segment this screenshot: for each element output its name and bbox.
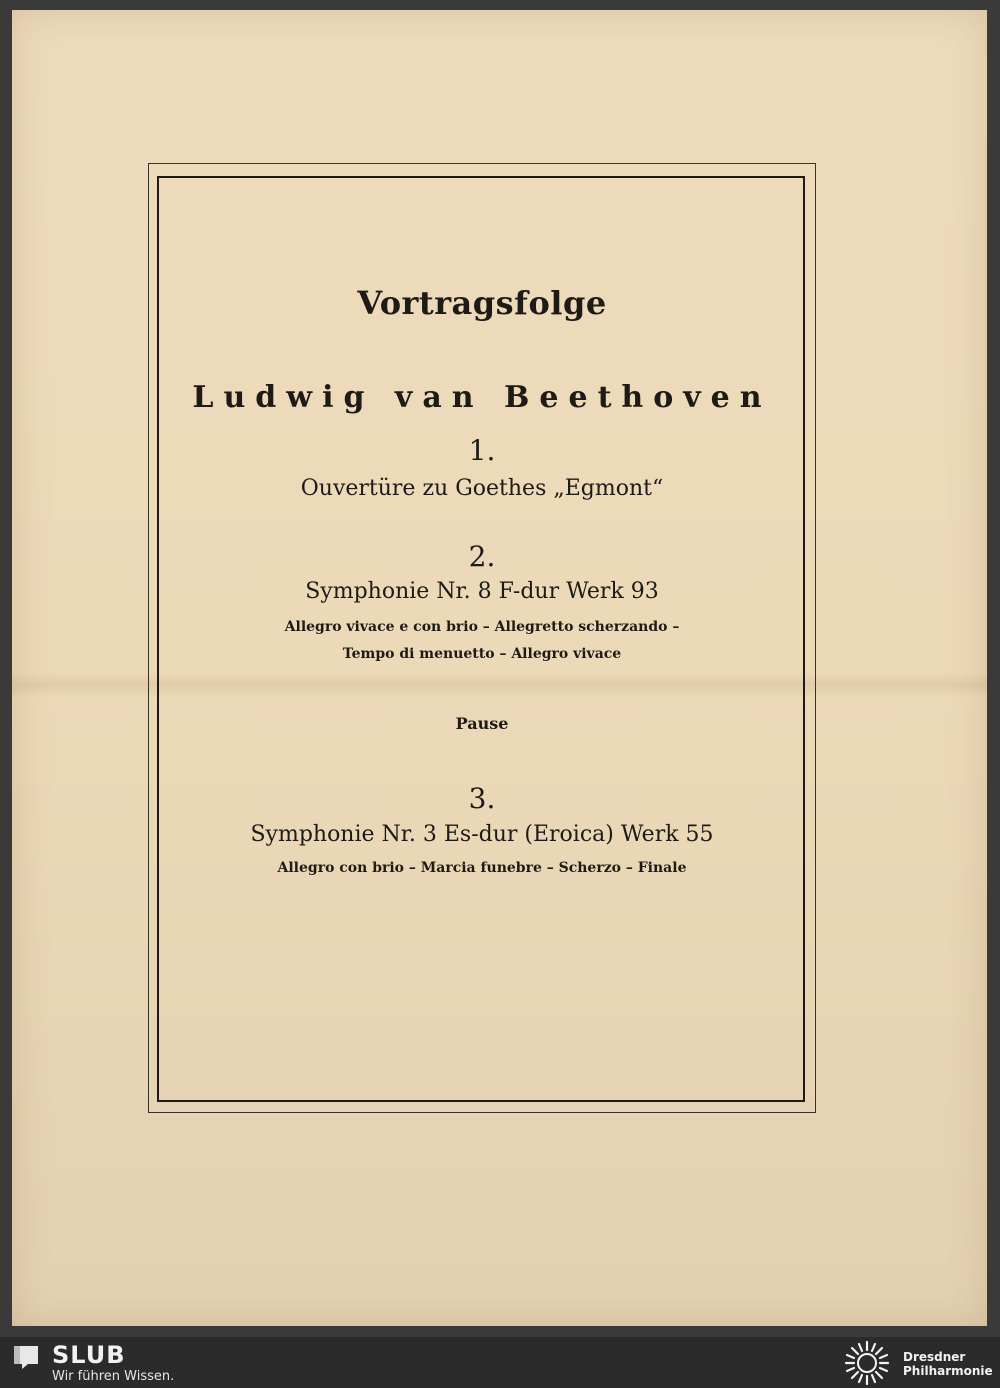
- philharmonie-name-line-1: Dresdner: [903, 1350, 966, 1364]
- item-number-1: 1.: [468, 434, 496, 467]
- slub-tagline: Wir führen Wissen.: [52, 1369, 175, 1384]
- philharmonie-name-line-2: Philharmonie: [903, 1364, 993, 1378]
- program-title: Vortragsfolge: [357, 284, 607, 322]
- work-title-2: Symphonie Nr. 8 F-dur Werk 93: [305, 579, 659, 604]
- slub-logo-icon[interactable]: [12, 1344, 40, 1370]
- work-title-3: Symphonie Nr. 3 Es-dur (Eroica) Werk 55: [250, 822, 714, 847]
- item-number-3: 3.: [468, 782, 496, 815]
- work-title-1: Ouvertüre zu Goethes „Egmont“: [300, 476, 664, 501]
- slub-name: SLUB: [52, 1341, 126, 1369]
- dresdner-philharmonie-logo-icon[interactable]: [842, 1340, 892, 1386]
- movements-2-line-1: Allegro vivace e con brio – Allegretto scherzando –: [284, 619, 680, 635]
- pause-label: Pause: [455, 714, 509, 733]
- item-number-2: 2.: [468, 540, 496, 573]
- movements-3: Allegro con brio – Marcia funebre – Scherzo – Finale: [277, 860, 687, 876]
- composer-name: Ludwig van Beethoven: [192, 380, 772, 415]
- movements-2-line-2: Tempo di menuetto – Allegro vivace: [342, 646, 622, 662]
